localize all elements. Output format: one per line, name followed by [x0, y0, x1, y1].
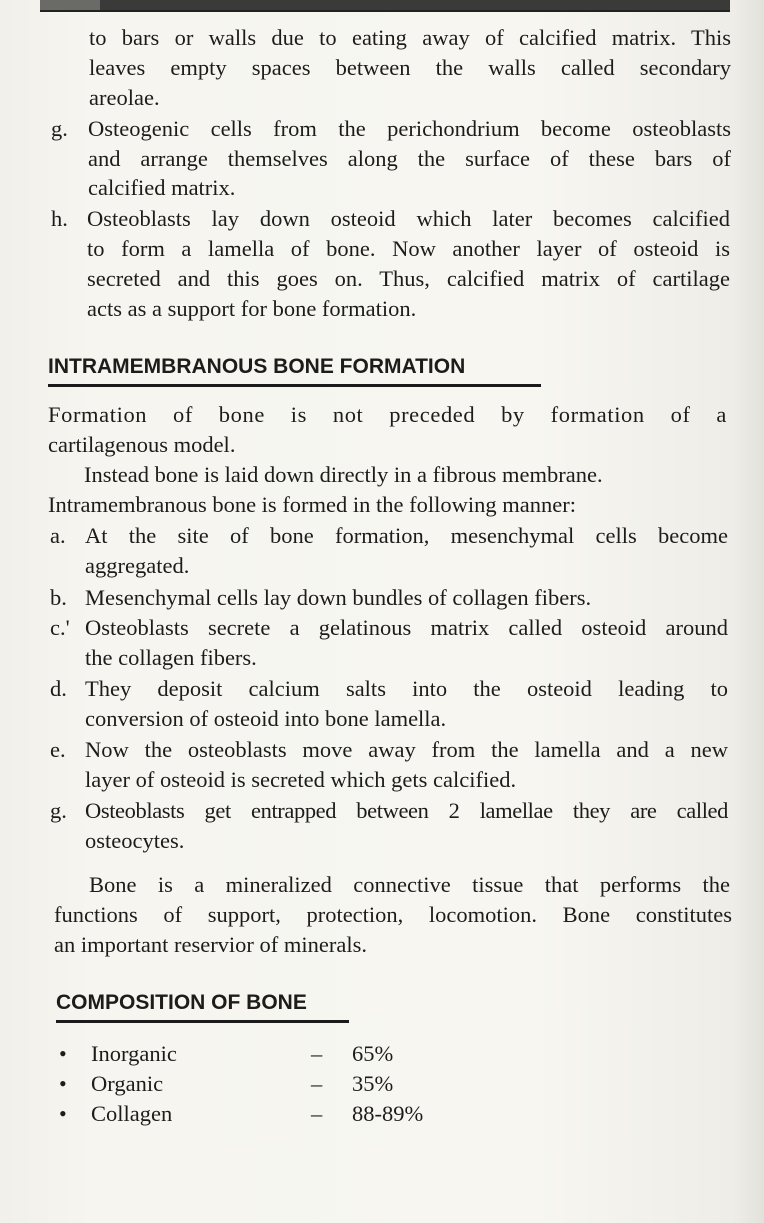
component-name: Collagen: [91, 1101, 173, 1126]
bullet-icon: •: [59, 1071, 67, 1096]
page-header-accent: [40, 0, 100, 10]
text-line: to form a lamella of bone. Now another layer of osteoid is: [87, 236, 730, 261]
bullet-icon: •: [59, 1041, 67, 1066]
heading-underline: [48, 384, 541, 387]
text-line: Osteoblasts get entrapped between 2 lamellae they are called: [85, 798, 728, 823]
text-line: At the site of bone formation, mesenchymal cells become: [85, 523, 728, 548]
component-value: 65%: [352, 1041, 394, 1066]
text-line: cartilagenous model.: [48, 432, 236, 457]
list-marker: a.: [50, 523, 66, 548]
text-line: They deposit calcium salts into the osteoid leading to: [85, 676, 728, 701]
text-line: calcified matrix.: [88, 175, 236, 200]
list-marker: d.: [50, 676, 67, 701]
text-line: areolae.: [89, 85, 160, 110]
text-line: Bone is a mineralized connective tissue that performs the: [89, 872, 730, 897]
list-marker: c.': [50, 615, 70, 640]
text-line: secreted and this goes on. Thus, calcified matrix of cartilage: [87, 266, 730, 291]
text-line: the collagen fibers.: [85, 645, 257, 670]
text-line: acts as a support for bone formation.: [87, 296, 417, 321]
text-line: functions of support, protection, locomotion. Bone constitutes: [54, 902, 732, 927]
text-line: an important reservior of minerals.: [54, 932, 368, 957]
text-line: Formation of bone is not preceded by formation of a: [48, 402, 727, 427]
component-name: Inorganic: [91, 1041, 177, 1066]
list-marker: g.: [50, 798, 67, 823]
heading-underline: [56, 1020, 349, 1023]
text-line: layer of osteoid is secreted which gets calcified.: [85, 767, 517, 792]
text-line: to bars or walls due to eating away of calcified matrix. This: [89, 25, 731, 50]
list-marker: b.: [50, 585, 67, 610]
section-heading: INTRAMEMBRANOUS BONE FORMATION: [48, 355, 466, 378]
text-line: Intramembranous bone is formed in the following manner:: [48, 492, 576, 517]
bullet-icon: •: [59, 1101, 67, 1126]
component-name: Organic: [91, 1071, 164, 1096]
dash: –: [311, 1041, 323, 1066]
text-line: aggregated.: [85, 553, 190, 578]
component-value: 88-89%: [352, 1101, 424, 1126]
text-line: Now the osteoblasts move away from the lamella and a new: [85, 737, 728, 762]
dash: –: [311, 1101, 323, 1126]
page-header-band: [40, 0, 730, 12]
component-value: 35%: [352, 1071, 394, 1096]
text-line: Mesenchymal cells lay down bundles of collagen fibers.: [85, 585, 592, 610]
list-marker: g.: [51, 116, 68, 141]
text-line: Instead bone is laid down directly in a fibrous membrane.: [84, 462, 603, 487]
section-heading: COMPOSITION OF BONE: [56, 991, 307, 1014]
text-line: and arrange themselves along the surface of these bars of: [88, 146, 731, 171]
text-line: osteocytes.: [85, 828, 185, 853]
text-line: leaves empty spaces between the walls called secondary: [89, 55, 731, 80]
text-line: Osteogenic cells from the perichondrium become osteoblasts: [88, 116, 731, 141]
list-marker: h.: [51, 206, 68, 231]
text-line: Osteoblasts secrete a gelatinous matrix called osteoid around: [85, 615, 728, 640]
list-marker: e.: [50, 737, 66, 762]
dash: –: [311, 1071, 323, 1096]
text-line: conversion of osteoid into bone lamella.: [85, 706, 447, 731]
text-line: Osteoblasts lay down osteoid which later becomes calcified: [87, 206, 730, 231]
